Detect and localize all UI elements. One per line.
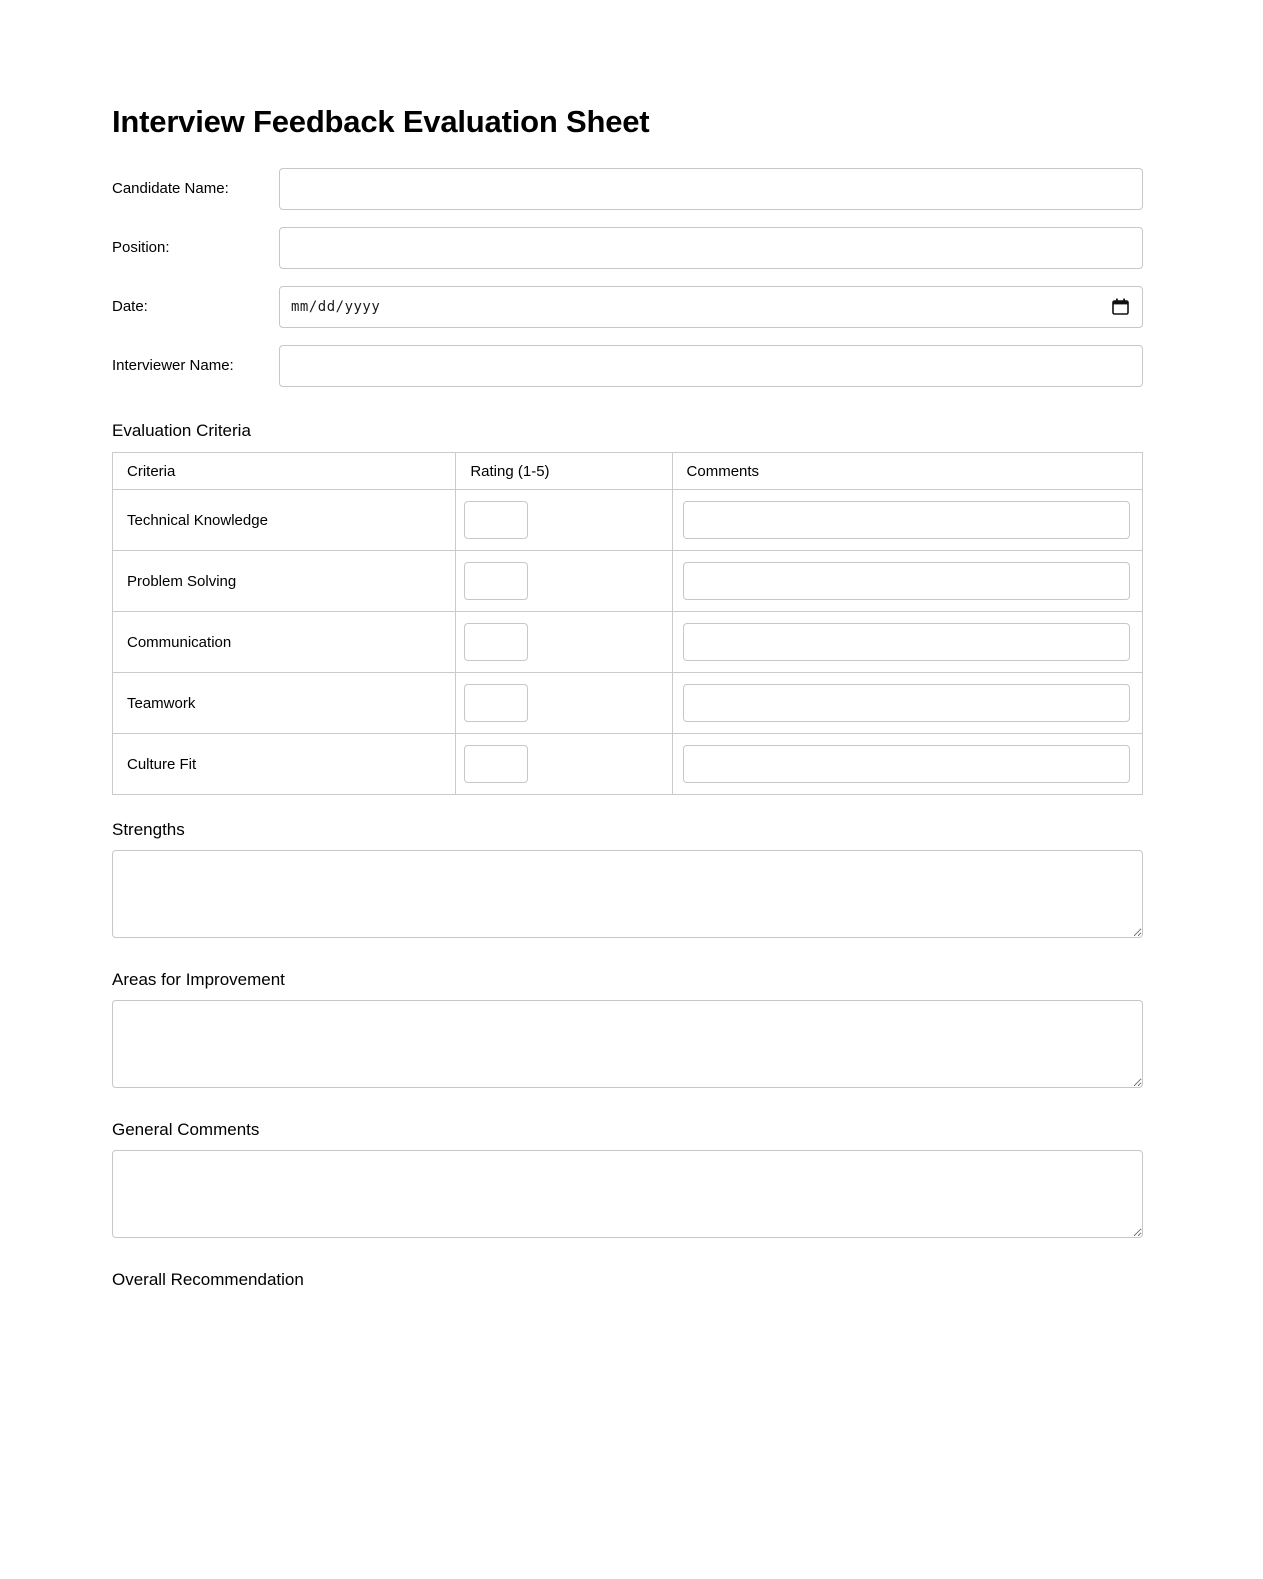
column-header-rating: Rating (1-5) — [456, 453, 672, 490]
rating-input-problem-solving[interactable] — [464, 562, 528, 600]
comment-input-problem-solving[interactable] — [683, 562, 1130, 600]
candidate-info-fields — [112, 168, 1143, 404]
criteria-label-problem-solving: Problem Solving — [113, 551, 456, 612]
evaluation-criteria-section — [112, 421, 1143, 795]
comment-input-teamwork[interactable] — [683, 684, 1130, 722]
table-header-row — [113, 453, 1143, 490]
column-header-comments: Comments — [672, 453, 1142, 490]
criteria-label-communication: Communication — [113, 612, 456, 673]
date-input[interactable] — [279, 286, 1143, 328]
rating-input-culture-fit[interactable] — [464, 745, 528, 783]
comment-input-communication[interactable] — [683, 623, 1130, 661]
criteria-label-technical-knowledge: Technical Knowledge — [113, 490, 456, 551]
comment-cell-communication — [672, 612, 1142, 673]
comment-input-technical-knowledge[interactable] — [683, 501, 1130, 539]
criteria-label-teamwork: Teamwork — [113, 673, 456, 734]
table-row — [113, 673, 1143, 734]
column-header-criteria: Criteria — [113, 453, 456, 490]
interviewer-name-input[interactable] — [279, 345, 1143, 387]
strengths-heading: Strengths — [112, 820, 185, 839]
evaluation-criteria-heading: Evaluation Criteria — [112, 421, 251, 440]
comment-cell-problem-solving — [672, 551, 1142, 612]
field-row-interviewer-name — [112, 345, 1143, 387]
table-row — [113, 734, 1143, 795]
strengths-section — [112, 820, 1143, 938]
table-row — [113, 612, 1143, 673]
criteria-label-culture-fit: Culture Fit — [113, 734, 456, 795]
comment-cell-technical-knowledge — [672, 490, 1142, 551]
page-title: Interview Feedback Evaluation Sheet — [112, 104, 650, 139]
rating-cell-culture-fit — [456, 734, 672, 795]
overall-recommendation-heading: Overall Recommendation — [112, 1270, 304, 1289]
date-input-wrapper — [279, 286, 1143, 328]
date-placeholder-text: mm/dd/yyyy — [291, 299, 381, 315]
field-row-candidate-name — [112, 168, 1143, 210]
comment-cell-culture-fit — [672, 734, 1142, 795]
general-comments-heading: General Comments — [112, 1120, 260, 1139]
strengths-textarea[interactable] — [112, 850, 1143, 938]
comment-cell-teamwork — [672, 673, 1142, 734]
overall-recommendation-section — [112, 1270, 1143, 1300]
general-comments-section — [112, 1120, 1143, 1238]
date-label: Date: — [112, 298, 148, 315]
rating-cell-teamwork — [456, 673, 672, 734]
field-row-position — [112, 227, 1143, 269]
evaluation-criteria-table — [112, 452, 1143, 795]
table-row — [113, 551, 1143, 612]
interviewer-name-label: Interviewer Name: — [112, 357, 234, 374]
general-comments-textarea[interactable] — [112, 1150, 1143, 1238]
position-input[interactable] — [279, 227, 1143, 269]
rating-cell-communication — [456, 612, 672, 673]
table-row — [113, 490, 1143, 551]
field-row-date — [112, 286, 1143, 328]
candidate-name-label: Candidate Name: — [112, 180, 229, 197]
rating-input-technical-knowledge[interactable] — [464, 501, 528, 539]
rating-input-communication[interactable] — [464, 623, 528, 661]
rating-cell-problem-solving — [456, 551, 672, 612]
comment-input-culture-fit[interactable] — [683, 745, 1130, 783]
areas-for-improvement-section — [112, 970, 1143, 1088]
position-label: Position: — [112, 239, 170, 256]
areas-for-improvement-textarea[interactable] — [112, 1000, 1143, 1088]
candidate-name-input[interactable] — [279, 168, 1143, 210]
rating-cell-technical-knowledge — [456, 490, 672, 551]
rating-input-teamwork[interactable] — [464, 684, 528, 722]
areas-for-improvement-heading: Areas for Improvement — [112, 970, 285, 989]
